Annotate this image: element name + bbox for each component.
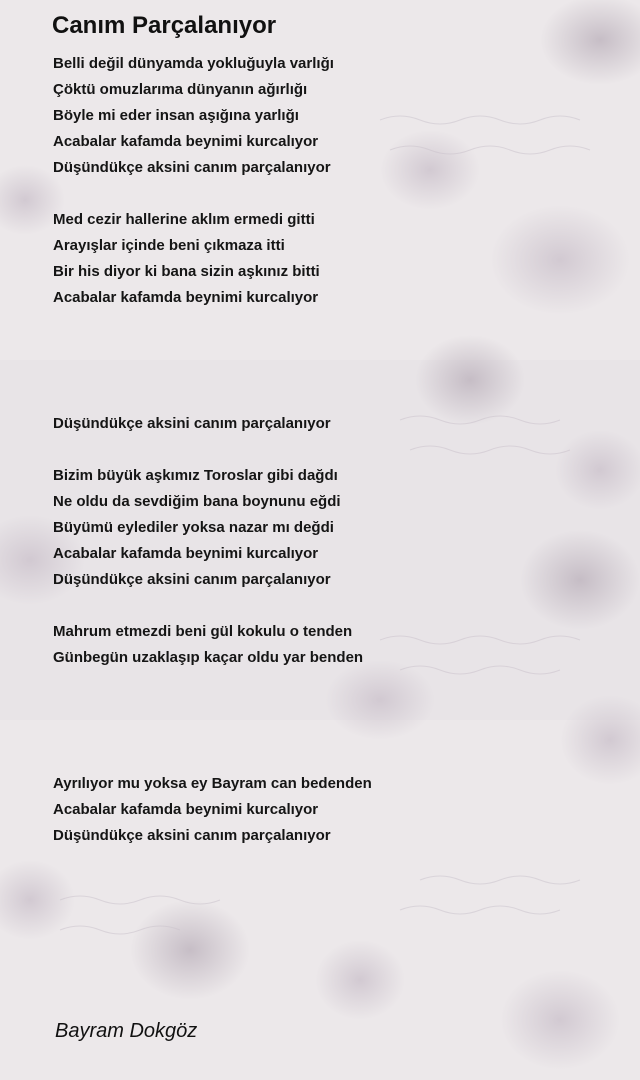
poem-line: Mahrum etmezdi beni gül kokulu o tenden <box>53 623 353 640</box>
poem-line: Arayışlar içinde beni çıkmaza itti <box>53 237 285 254</box>
poem-author: Bayram Dokgöz <box>55 1020 198 1042</box>
poem-line: Acabalar kafamda beynimi kurcalıyor <box>53 133 319 150</box>
poem-line: Acabalar kafamda beynimi kurcalıyor <box>53 545 319 562</box>
poem-line: Bir his diyor ki bana sizin aşkınız bitti <box>53 263 320 280</box>
poem-title: Canım Parçalanıyor <box>52 12 277 39</box>
poem-line: Düşündükçe aksini canım parçalanıyor <box>53 571 331 588</box>
poem-line: Büyümü eylediler yoksa nazar mı değdi <box>53 519 334 536</box>
poem-line: Böyle mi eder insan aşığına yarlığı <box>53 107 299 124</box>
poem-line: Bizim büyük aşkımız Toroslar gibi dağdı <box>53 467 338 484</box>
poem-line: Med cezir hallerine aklım ermedi gitti <box>53 211 315 228</box>
poem-line: Günbegün uzaklaşıp kaçar oldu yar benden <box>53 649 364 666</box>
poem-line: Düşündükçe aksini canım parçalanıyor <box>53 415 331 432</box>
poem-line: Acabalar kafamda beynimi kurcalıyor <box>53 289 319 306</box>
poem-line: Çöktü omuzlarıma dünyanın ağırlığı <box>53 81 308 98</box>
poem-line: Ayrılıyor mu yoksa ey Bayram can bedenden <box>53 775 372 792</box>
poem-line: Ne oldu da sevdiğim bana boynunu eğdi <box>53 493 341 510</box>
poem-line: Düşündükçe aksini canım parçalanıyor <box>53 159 331 176</box>
poem-line: Belli değil dünyamda yokluğuyla varlığı <box>53 55 334 72</box>
poem-line: Düşündükçe aksini canım parçalanıyor <box>53 827 331 844</box>
poem-line: Acabalar kafamda beynimi kurcalıyor <box>53 801 319 818</box>
